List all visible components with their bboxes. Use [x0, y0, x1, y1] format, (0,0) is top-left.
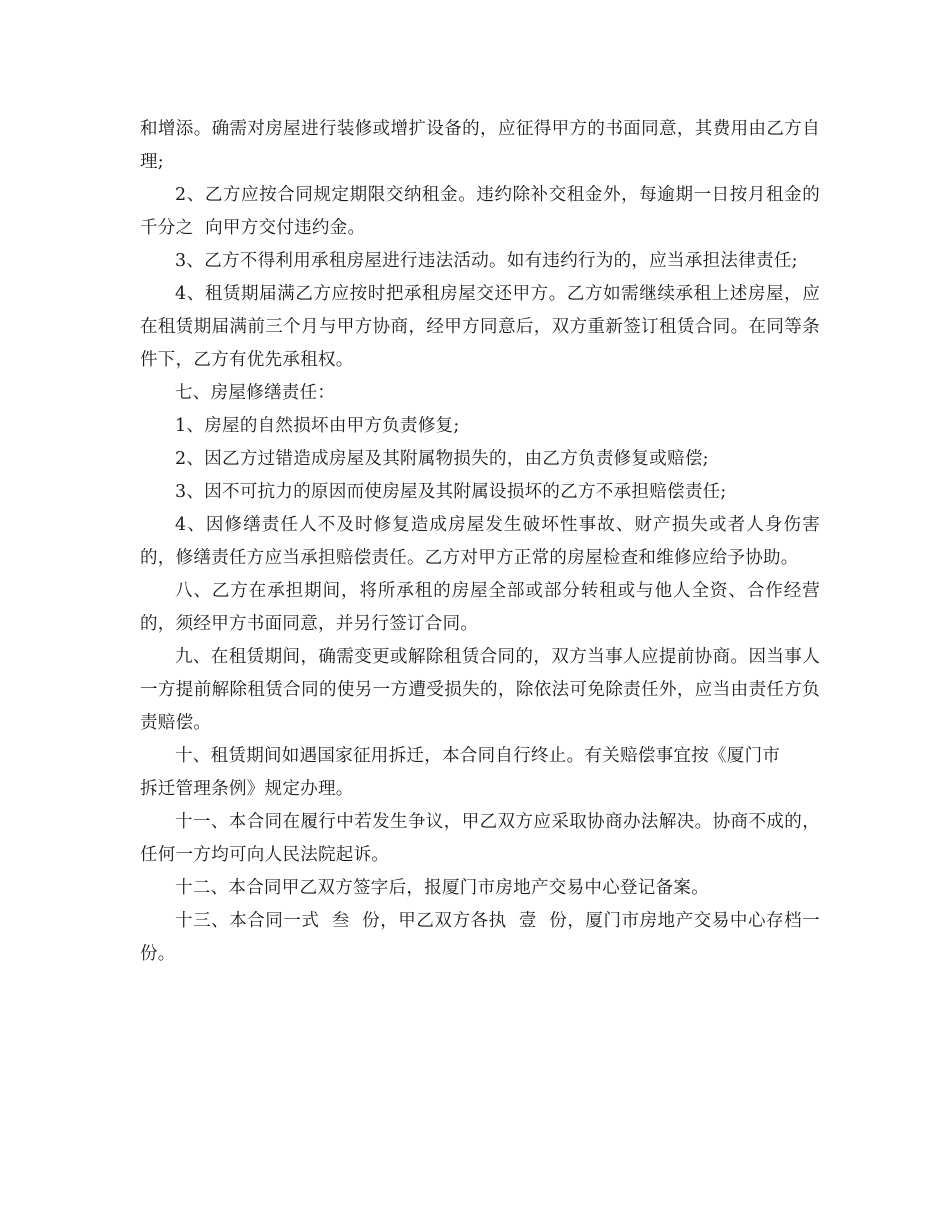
paragraph-2: 2、乙方应按合同规定期限交纳租金。违约除补交租金外，每逾期一日按月租金的千分之 向甲方交付违约金。: [140, 185, 820, 238]
section-heading-7: 七、房屋修缮责任：: [175, 383, 336, 403]
paragraph-3: 3、乙方不得利用承租房屋进行违法活动。如有违约行为的，应当承担法律责任;: [175, 251, 798, 271]
document-body: [140, 113, 820, 971]
paragraph-1: 和增添。确需对房屋进行装修或增扩设备的，应征得甲方的书面同意，其费用由乙方自理;: [140, 119, 820, 172]
paragraph-7-3: 3、因不可抗力的原因而使房屋及其附属设损坏的乙方不承担赔偿责任;: [175, 482, 727, 502]
section-11: 十一、本合同在履行中若发生争议，甲乙双方应采取协商办法解决。协商不成的，任何一方均可向人民法院起诉。: [140, 812, 820, 865]
section-13: 十三、本合同一式 叁 份，甲乙双方各执 壹 份，厦门市房地产交易中心存档一份。: [140, 911, 820, 964]
paragraph-7-4: 4、因修缮责任人不及时修复造成房屋发生破坏性事故、财产损失或者人身伤害的，修缮责任方应当承担赔偿责任。乙方对甲方正常的房屋检查和维修应给予协助。: [140, 515, 820, 568]
paragraph-7-1: 1、房屋的自然损坏由甲方负责修复;: [175, 416, 460, 436]
section-9: 九、在租赁期间，确需变更或解除租赁合同的，双方当事人应提前协商。因当事人一方提前解除租赁合同的使另一方遭受损失的，除依法可免除责任外，应当由责任方负责赔偿。: [140, 647, 820, 733]
section-12: 十二、本合同甲乙双方签字后，报厦门市房地产交易中心登记备案。: [175, 878, 709, 898]
section-10: 十、租赁期间如遇国家征用拆迁，本合同自行终止。有关赔偿事宜按《厦门市 拆迁管理条例》规定办理。: [140, 746, 781, 799]
section-8: 八、乙方在承担期间，将所承租的房屋全部或部分转租或与他人全资、合作经营的，须经甲方书面同意，并另行签订合同。: [140, 581, 820, 634]
paragraph-4: 4、租赁期届满乙方应按时把承租房屋交还甲方。乙方如需继续承租上述房屋，应在租赁期届满前三个月与甲方协商，经甲方同意后，双方重新签订租赁合同。在同等条件下，乙方有优先承租权。: [140, 284, 820, 370]
paragraph-7-2: 2、因乙方过错造成房屋及其附属物损失的，由乙方负责修复或赔偿;: [175, 449, 709, 469]
